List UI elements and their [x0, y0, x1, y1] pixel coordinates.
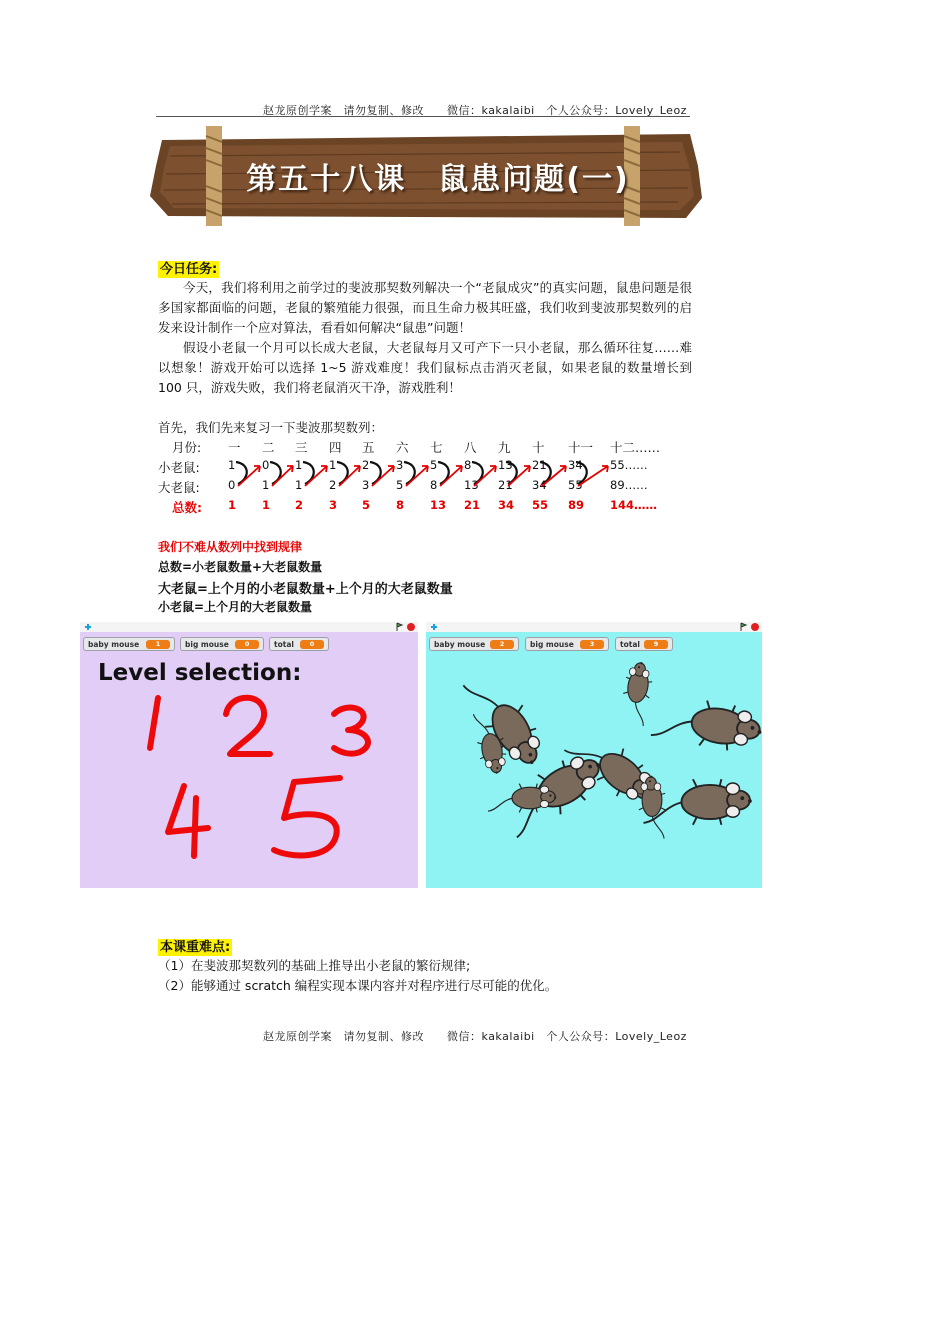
fib-arrow-baby-to-big	[576, 462, 587, 484]
fib-big-cell: 1	[295, 478, 303, 492]
fib-month-cell: 九	[498, 440, 511, 455]
fib-arrow-big-to-baby	[339, 466, 360, 486]
key-point-1: （1）在斐波那契数列的基础上推导出小老鼠的繁衍规律;	[158, 958, 471, 973]
rule-total: 总数=小老鼠数量+大老鼠数量	[158, 560, 323, 574]
fib-arrow-big-to-baby	[372, 466, 394, 486]
fib-arrow-big-to-baby	[238, 466, 260, 486]
rule-big-mouse: 大老鼠=上个月的小老鼠数量+上个月的大老鼠数量	[158, 582, 453, 597]
monitor-baby-mouse: baby mouse 2	[429, 637, 519, 651]
fib-arrow-baby-to-big	[472, 462, 483, 484]
fib-arrow-baby-to-big	[337, 462, 348, 484]
fib-big-cell: 1	[262, 478, 270, 492]
level-1-button[interactable]	[150, 698, 158, 748]
fib-baby-cell: 34	[568, 458, 583, 472]
task-paragraph-2: 假设小老鼠一个月可以长成大老鼠，大老鼠每月又可产下一只小老鼠，那么循环往复……难以想象！游戏开始可以选择 1~5 游戏难度！我们鼠标点击消灭老鼠，如果老鼠的数量增长到 100 只，游戏失败，我们将老鼠消灭干净，游戏胜利！	[158, 340, 692, 395]
page-footer: 赵龙原创学案 请勿复制、修改 微信：kakalaibi 个人公众号：Lovely_Leoz	[263, 1030, 687, 1043]
fib-month-cell: 五	[362, 440, 375, 455]
scratch-stage-level-select	[80, 622, 418, 888]
fib-baby-cell: 0	[262, 458, 270, 472]
fib-total-label: 总数:	[172, 500, 202, 515]
fib-baby-cell: 1	[329, 458, 337, 472]
fib-total-cell: 1	[228, 498, 237, 512]
key-point-2: （2）能够通过 scratch 编程实现本课内容并对程序进行尽可能的优化。	[158, 978, 558, 993]
fib-total-cell: 89	[568, 498, 585, 512]
fib-arrow-big-to-baby	[406, 466, 428, 486]
fib-big-cell: 0	[228, 478, 236, 492]
fib-arrow-baby-to-big	[303, 462, 314, 484]
fib-arrow-big-to-baby	[474, 466, 496, 486]
key-points-list	[158, 956, 557, 996]
level-buttons	[80, 622, 418, 888]
task-heading: 今日任务:	[160, 262, 218, 277]
fib-baby-cell: 2	[362, 458, 370, 472]
fib-arrow-baby-to-big	[270, 462, 281, 484]
fib-big-cell: 2	[329, 478, 337, 492]
fib-baby-label: 小老鼠:	[158, 460, 200, 475]
fib-total-cell: 144……	[610, 498, 658, 512]
fib-total-cell: 21	[464, 498, 481, 512]
monitor-baby-mouse: baby mouse 1	[83, 637, 175, 651]
rules-intro: 我们不难从数列中找到规律	[158, 540, 303, 554]
lesson-title: 第五十八课 鼠患问题(一)	[246, 162, 630, 197]
task-body	[158, 278, 692, 398]
fib-month-cell: 十一	[568, 440, 594, 455]
key-points-heading: 本课重难点:	[160, 940, 231, 955]
fib-big-label: 大老鼠:	[158, 480, 200, 495]
baby-mouse-sprite[interactable]	[618, 660, 655, 726]
fib-big-cell: 89……	[610, 478, 648, 492]
big-mouse-sprite[interactable]	[462, 665, 551, 775]
fib-arrow-baby-to-big	[370, 462, 381, 484]
rule-baby-mouse: 小老鼠=上个月的大老鼠数量	[158, 600, 313, 614]
fib-arrow-big-to-baby	[305, 466, 327, 486]
fib-arrow-baby-to-big	[404, 462, 415, 484]
fib-month-cell: 八	[464, 440, 477, 455]
fib-baby-cell: 3	[396, 458, 404, 472]
fib-big-cell: 3	[362, 478, 370, 492]
level-3-button[interactable]	[334, 708, 368, 754]
monitor-big-mouse: big mouse 3	[525, 637, 609, 651]
fib-big-cell: 13	[464, 478, 479, 492]
fib-arrow-big-to-baby	[578, 466, 608, 486]
fib-baby-cell: 1	[228, 458, 236, 472]
fib-arrow-big-to-baby	[508, 466, 530, 486]
fib-baby-cell: 21	[532, 458, 547, 472]
monitor-big-mouse: big mouse 0	[180, 637, 264, 651]
big-mouse-sprite[interactable]	[651, 692, 762, 756]
fib-big-cell: 21	[498, 478, 513, 492]
fib-total-cell: 5	[362, 498, 371, 512]
fib-arrow-baby-to-big	[540, 462, 551, 484]
fib-month-cell: 十二……	[610, 440, 661, 455]
fib-month-cell: 二	[262, 440, 275, 455]
fib-baby-cell: 13	[498, 458, 513, 472]
fib-baby-cell: 8	[464, 458, 472, 472]
fib-big-cell: 8	[430, 478, 438, 492]
fib-total-cell: 13	[430, 498, 447, 512]
fib-arrow-baby-to-big	[438, 462, 449, 484]
fib-total-cell: 1	[262, 498, 271, 512]
monitor-total: total 9	[615, 637, 673, 651]
level-5-button[interactable]	[274, 778, 340, 855]
fib-big-cell: 5	[396, 478, 404, 492]
level-4-button[interactable]	[168, 786, 208, 856]
fib-month-cell: 十	[532, 440, 545, 455]
fib-month-cell: 六	[396, 440, 409, 455]
fib-intro: 首先，我们先来复习一下斐波那契数列：	[158, 420, 384, 435]
fib-arrow-baby-to-big	[236, 462, 247, 484]
baby-mouse-sprite[interactable]	[639, 776, 665, 839]
fib-total-cell: 8	[396, 498, 405, 512]
level-selection-title: Level selection:	[98, 660, 302, 686]
fib-big-cell: 34	[532, 478, 547, 492]
baby-mouse-sprite[interactable]	[488, 784, 556, 813]
fib-arrow-big-to-baby	[542, 466, 566, 486]
fib-big-cell: 55	[568, 478, 583, 492]
page-header: 赵龙原创学案 请勿复制、修改 微信：kakalaibi 个人公众号：Lovely_Leoz	[263, 104, 687, 117]
mice-sprites	[426, 622, 762, 888]
fib-month-cell: 一	[228, 440, 241, 455]
fib-month-cell: 四	[329, 440, 342, 455]
level-2-button[interactable]	[226, 698, 270, 754]
fib-month-cell: 三	[295, 440, 308, 455]
fib-baby-cell: 5	[430, 458, 438, 472]
scratch-stage-game	[426, 622, 762, 888]
fib-arrow-baby-to-big	[506, 462, 517, 484]
fib-month-label: 月份:	[172, 440, 202, 455]
header-divider	[156, 116, 690, 117]
fib-total-cell: 55	[532, 498, 549, 512]
fib-total-cell: 2	[295, 498, 304, 512]
fib-arrow-big-to-baby	[440, 466, 462, 486]
fib-arrow-big-to-baby	[272, 466, 293, 486]
fib-baby-cell: 1	[295, 458, 303, 472]
fib-month-cell: 七	[430, 440, 443, 455]
fib-total-cell: 3	[329, 498, 338, 512]
fib-total-cell: 34	[498, 498, 515, 512]
monitor-total: total 0	[269, 637, 329, 651]
fib-baby-cell: 55……	[610, 458, 648, 472]
task-paragraph-1: 今天，我们将利用之前学过的斐波那契数列解决一个“老鼠成灾”的真实问题，鼠患问题是很多国家都面临的问题，老鼠的繁殖能力很强，而且生命力极其旺盛，我们收到斐波那契数列的启发来设计制作一个应对算法，看看如何解决“鼠患”问题！	[158, 280, 692, 335]
